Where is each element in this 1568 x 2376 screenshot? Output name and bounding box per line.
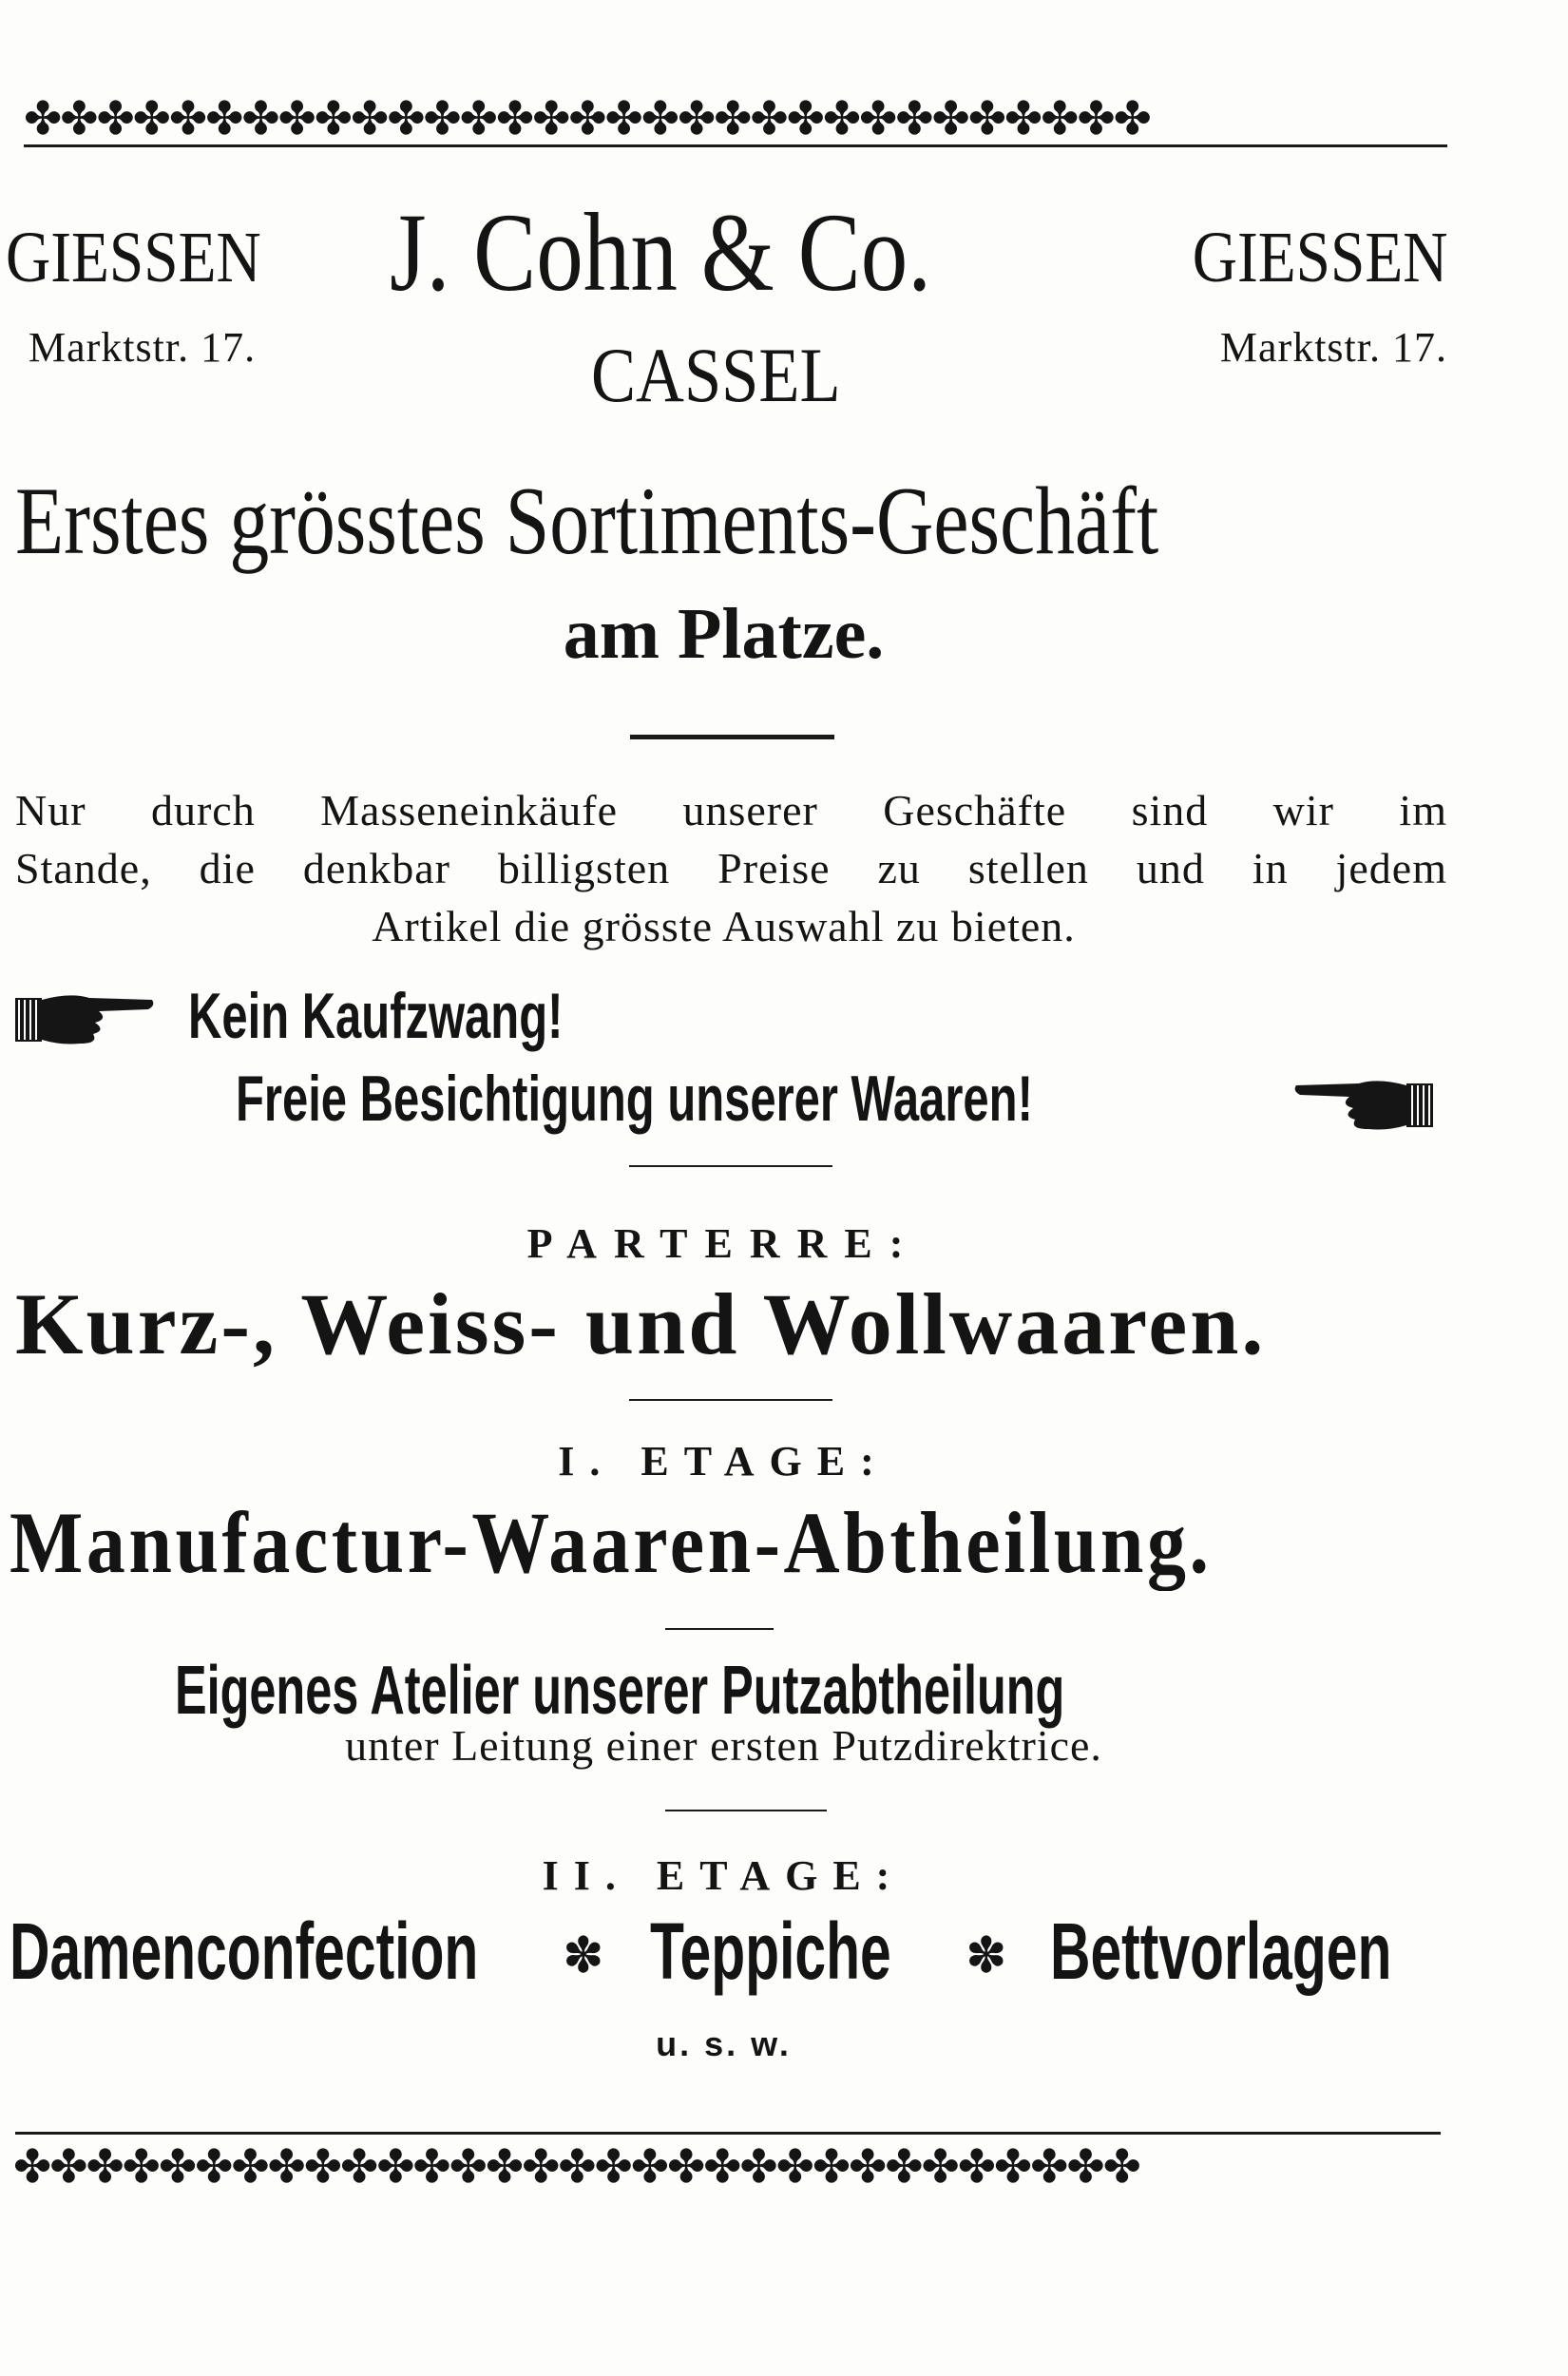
intro-line-3: Artikel die grösste Auswahl zu bieten. xyxy=(372,902,1076,950)
branch-city: CASSEL xyxy=(591,332,841,418)
city-right: GIESSEN xyxy=(1192,218,1447,297)
city-left: GIESSEN xyxy=(6,218,261,297)
floor-heading-second: II. ETAGE: xyxy=(542,1852,906,1899)
notice-free-viewing: Freie Besichtigung unserer Waaren! xyxy=(236,1063,1033,1135)
item-damenconfection: Damenconfection xyxy=(10,1907,479,1996)
divider xyxy=(630,735,834,739)
slogan-line-1: Erstes grösstes Sortiments-Geschäft xyxy=(15,468,1159,575)
separator-icon: ✽ xyxy=(966,1927,1007,1984)
divider xyxy=(665,1628,774,1630)
separator-icon: ✽ xyxy=(563,1927,604,1984)
ornament-underline-top xyxy=(24,144,1447,147)
floor-heading-first: I. ETAGE: xyxy=(558,1438,889,1485)
item-bettvorlagen: Bettvorlagen xyxy=(1050,1907,1392,1996)
atelier-title: Eigenes Atelier unserer Putzabtheilung xyxy=(175,1653,1065,1729)
company-name: J. Cohn & Co. xyxy=(390,190,932,315)
address-right: Marktstr. 17. xyxy=(1219,324,1447,371)
etc-note: u. s. w. xyxy=(656,2024,792,2063)
intro-line-2: Stande, die denkbar billigsten Preise zu stellen und in jedem xyxy=(15,844,1447,892)
intro-line-1: Nur durch Masseneinkäufe unserer Geschäfte sind wir im xyxy=(15,786,1447,834)
floor-content-parterre: Kurz-, Weiss- und Wollwaaren. xyxy=(15,1275,1267,1372)
atelier-subtitle: unter Leitung einer ersten Putzdirektrice. xyxy=(345,1721,1102,1770)
divider xyxy=(665,1810,827,1811)
ornament-border-top: ✤✤✤✤✤✤✤✤✤✤✤✤✤✤✤✤✤✤✤✤✤✤✤✤✤✤✤✤✤✤✤ xyxy=(24,92,1150,145)
item-teppiche: Teppiche xyxy=(650,1907,891,1996)
slogan-line-2: am Platze. xyxy=(563,594,885,674)
divider xyxy=(629,1399,832,1401)
pointing-hand-icon-left xyxy=(1292,1074,1435,1137)
pointing-hand-icon-right xyxy=(13,988,156,1051)
address-left: Marktstr. 17. xyxy=(29,324,257,371)
notice-no-obligation: Kein Kaufzwang! xyxy=(188,980,564,1052)
ornament-border-bottom: ✤✤✤✤✤✤✤✤✤✤✤✤✤✤✤✤✤✤✤✤✤✤✤✤✤✤✤✤✤✤✤ xyxy=(13,2140,1139,2194)
divider xyxy=(629,1165,832,1167)
floor-content-first: Manufactur-Waaren-Abtheilung. xyxy=(10,1494,1213,1591)
ornament-overline-bottom xyxy=(15,2132,1441,2135)
floor-heading-parterre: PARTERRE: xyxy=(526,1220,921,1267)
